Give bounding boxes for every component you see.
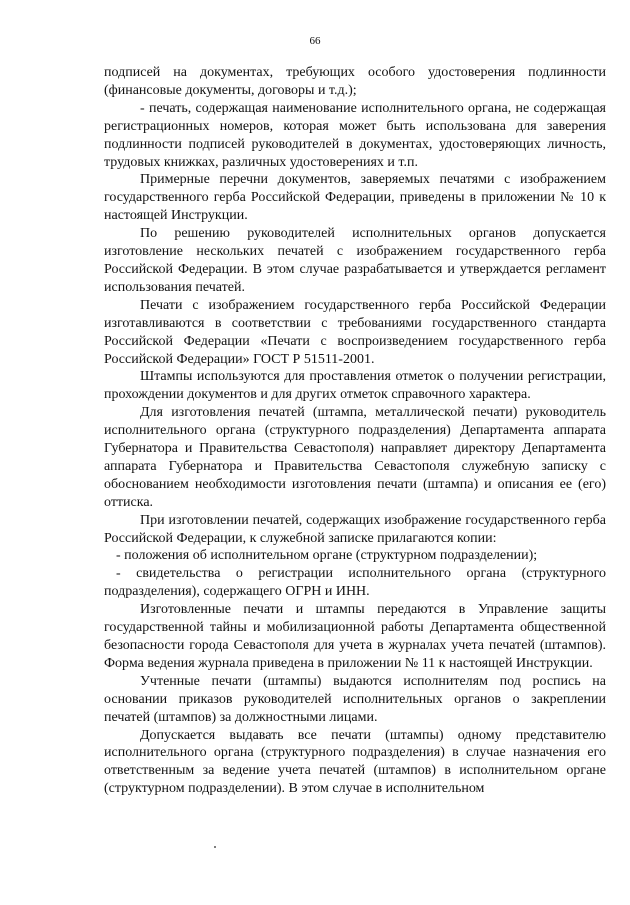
paragraph-single-representative: Допускается выдавать все печати (штампы) одному представителю исполнительного органа (структурного подразделения) в случае назначения его ответственным за ведение учета печатей (штампов) в исполнительном органе (структурном подразделении). В этом случае в исполнительном — [104, 727, 606, 797]
paragraph-continuation: подписей на документах, требующих особого удостоверения подлинности (финансовые документы, договоры и т.д.); — [104, 65, 606, 98]
document-body — [104, 64, 606, 798]
paragraph-seal-transfer-accounting: Изготовленные печати и штампы передаются в Управление защиты государственной тайны и мобилизационной работы Департамента общественной безопасности города Севастополя для учета в журналах учета печатей (штампов). Форма ведения журнала приведена в приложении № 11 к настоящей Инструкции. — [104, 602, 606, 671]
paragraph-attached-copies: При изготовлении печатей, содержащих изображение государственного герба Российской Федерации, к служебной записке прилагаются копии: — [104, 512, 606, 546]
paragraph-seal-production-request: Для изготовления печатей (штампа, металлической печати) руководитель исполнительного органа (структурного подразделения) Департамента аппарата Губернатора и Правительства Севастополя) направляет директору Департамента аппарата Губернатора и Правительства Севастополя служебную записку с обоснованием необходимости изготовления печати (штампа) и описания ее (его) оттиска. — [104, 405, 606, 510]
scan-speck — [214, 846, 216, 848]
paragraph-gost-standard: Печати с изображением государственного герба Российской Федерации изготавливаются в соответствии с требованиями государственного стандарта Российской Федерации «Печати с воспроизведением государственного герба Российской Федерации» ГОСТ Р 51511-2001. — [104, 297, 606, 367]
paragraph-seal-without-numbers: - печать, содержащая наименование исполнительного органа, не содержащая регистрационных номеров, которая может быть использована для заверения подлинности подписей руководителей в документах, удостоверяющих личность, трудовых книжках, различных удостоверениях и т.п. — [104, 100, 606, 170]
list-item-regulation-copy: - положения об исполнительном органе (структурном подразделении); — [116, 548, 538, 564]
list-item-registration-certificate: - свидетельства о регистрации исполнительного органа (структурного подразделения), содержащего ОГРН и ИНН. — [104, 566, 606, 600]
paragraph-stamps-usage: Штампы используются для проставления отметок о получении регистрации, прохождении документов и для других отметок справочного характера. — [104, 369, 606, 403]
paragraph-multiple-seals: По решению руководителей исполнительных органов допускается изготовление нескольких печатей с изображением государственного герба Российской Федерации. В этом случае разрабатывается и утверждается регламент использования печатей. — [104, 226, 606, 295]
paragraph-document-lists: Примерные перечни документов, заверяемых печатями с изображением государственного герба Российской Федерации, приведены в приложении № 10 к настоящей Инструкции. — [104, 172, 606, 224]
page-number: 66 — [309, 35, 321, 47]
paragraph-seal-issuance: Учтенные печати (штампы) выдаются исполнителям под роспись на основании приказов руководителей исполнительных органов о закреплении печатей (штампов) за должностными лицами. — [104, 673, 606, 725]
